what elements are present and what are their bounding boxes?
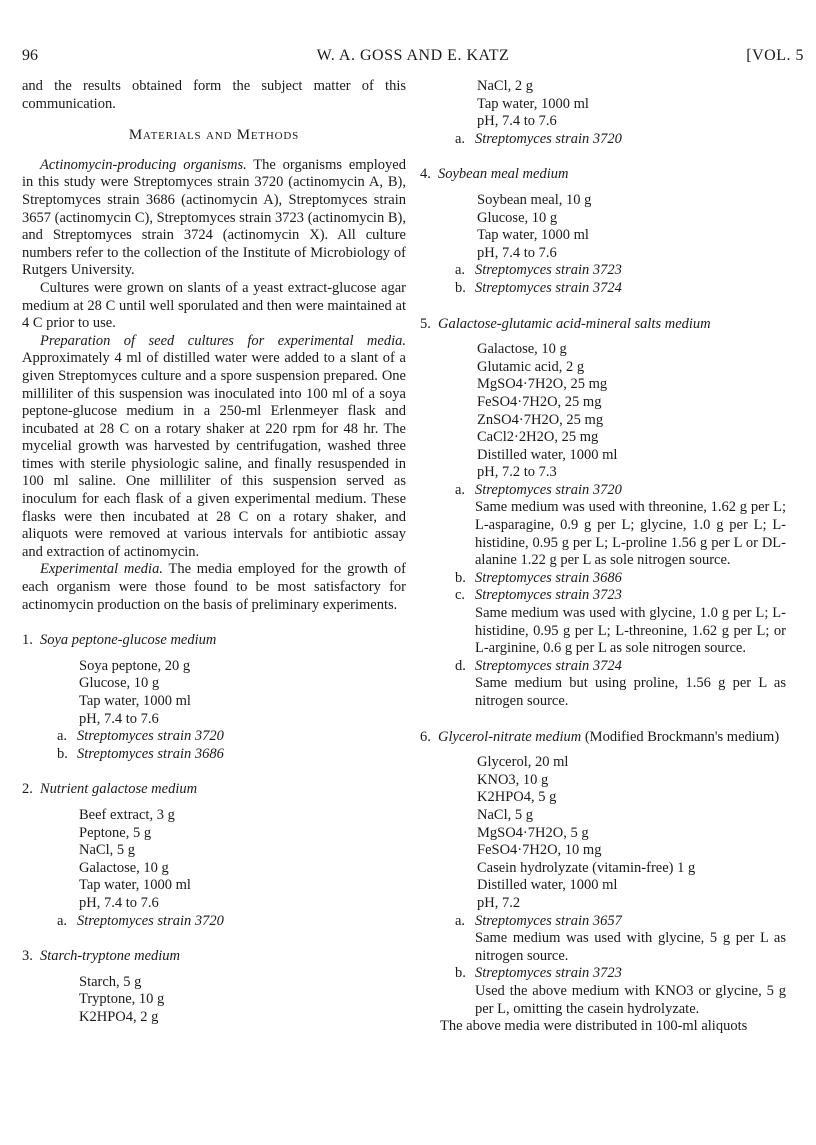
ingredient: Tap water, 1000 ml: [477, 227, 589, 244]
medium-3-ingredients-cont: [477, 78, 786, 131]
medium-6-strain-b: b. Streptomyces strain 3723: [455, 965, 622, 982]
ingredient: Soya peptone, 20 g: [79, 657, 191, 674]
medium-title: Glycerol-nitrate medium: [438, 728, 582, 745]
medium-4-strain-a: a. Streptomyces strain 3723: [455, 262, 622, 279]
ingredient: Distilled water, 1000 ml: [477, 877, 618, 894]
paragraph-lead: Preparation of seed cultures for experimental media.: [40, 332, 406, 349]
medium-5-strain-d-note: Same medium but using proline, 1.56 g per L as nitrogen source.: [475, 675, 786, 709]
left-column: [22, 78, 406, 1027]
medium-3-heading: [22, 948, 406, 966]
running-head-authors: W. A. GOSS AND E. KATZ: [316, 47, 510, 64]
medium-6-strain-b-note: Used the above medium with KNO3 or glycine, 5 g per L, omitting the casein hydrolyzate.: [475, 982, 786, 1017]
ingredient: FeSO4·7H2O, 25 mg: [477, 393, 602, 410]
ingredient: Peptone, 5 g: [79, 824, 152, 841]
medium-5-strain-a: a. Streptomyces strain 3720: [455, 481, 622, 498]
medium-number: 3.: [22, 948, 33, 965]
paragraph-body: The media employed for the growth of each organism were those found to be most satisfactory for actinomycin production on the basis of preliminary experiments.: [22, 561, 406, 613]
medium-title-suffix: (Modified Brockmann's medium): [581, 728, 780, 745]
medium-5-strain-d: d. Streptomyces strain 3724: [455, 657, 622, 674]
ingredient: NaCl, 5 g: [477, 806, 533, 823]
ingredient: Distilled water, 1000 ml: [477, 446, 618, 463]
paragraph-seed-cultures: [22, 333, 406, 562]
ingredient: Glucose, 10 g: [79, 675, 160, 692]
medium-number: 5.: [420, 315, 431, 332]
medium-1-strain-a: a. Streptomyces strain 3720: [57, 728, 224, 745]
medium-6-strain-a-note: Same medium was used with glycine, 5 g per L as nitrogen source.: [475, 930, 786, 964]
ingredient: MgSO4·7H2O, 25 mg: [477, 376, 608, 393]
ingredient: pH, 7.2 to 7.3: [477, 464, 557, 481]
medium-5-heading: [420, 316, 786, 334]
medium-number: 4.: [420, 166, 431, 183]
medium-5-strain-c-note: Same medium was used with glycine, 1.0 g per L; L-histidine, 0.95 g per L; L-threonine, 1.62 g per L; or L-arginine, 0.6 g per L as sole nitrogen source.: [475, 605, 786, 657]
ingredient: pH, 7.4 to 7.6: [79, 894, 159, 911]
ingredient: Galactose, 10 g: [79, 859, 169, 876]
medium-number: 1.: [22, 632, 33, 649]
medium-6-ingredients: [477, 754, 786, 912]
paragraph-experimental-media: [22, 561, 406, 614]
ingredient: NaCl, 2 g: [477, 78, 533, 94]
paragraph-cultures: Cultures were grown on slants of a yeast extract-glucose agar medium at 28 C until well sporulated and then were maintained at 4 C prior to use.: [22, 279, 406, 332]
ingredient: Glycerol, 20 ml: [477, 754, 569, 771]
medium-number: 6.: [420, 728, 431, 745]
medium-4-heading: [420, 166, 786, 184]
medium-3-strain-a: a. Streptomyces strain 3720: [455, 130, 622, 147]
ingredient: KNO3, 10 g: [477, 771, 549, 788]
ingredient: CaCl2·2H2O, 25 mg: [477, 429, 599, 446]
ingredient: ZnSO4·7H2O, 25 mg: [477, 411, 604, 428]
medium-title: Soya peptone-glucose medium: [40, 632, 217, 649]
ingredient: Starch, 5 g: [79, 973, 142, 990]
ingredient: Tap water, 1000 ml: [477, 95, 589, 112]
medium-4-strain-b: b. Streptomyces strain 3724: [455, 279, 622, 296]
medium-number: 2.: [22, 781, 33, 798]
medium-title: Starch-tryptone medium: [40, 948, 181, 965]
ingredient: K2HPO4, 5 g: [477, 789, 557, 806]
section-heading: Materials and Methods: [128, 127, 300, 144]
paragraph-body: The organisms employed in this study were Streptomyces strain 3720 (actinomycin A, B), Streptomyces strain 3686 (actinomycin A), Streptomyces strain 3657 (actinomycin C), Streptomyces strain 3723 (actinomycin B), and Streptomyces strain 3724 (actinomycin X). All culture numbers refer to the collection of the Institute of Microbiology of Rutgers University.: [22, 156, 406, 279]
ingredient: MgSO4·7H2O, 5 g: [477, 824, 589, 841]
ingredient: Soybean meal, 10 g: [477, 191, 592, 208]
ingredient: Tryptone, 10 g: [79, 991, 165, 1008]
medium-5-ingredients: [477, 341, 786, 482]
medium-1-heading: [22, 632, 406, 650]
medium-4-ingredients: [477, 192, 786, 262]
medium-6-strain-a: a. Streptomyces strain 3657: [455, 912, 622, 929]
ingredient: NaCl, 5 g: [79, 842, 135, 859]
ingredient: Casein hydrolyzate (vitamin-free) 1 g: [477, 859, 696, 876]
medium-title: Nutrient galactose medium: [40, 781, 198, 798]
intro-tail: and the results obtained form the subject matter of this communication.: [22, 78, 406, 112]
medium-5-strain-a-note: Same medium was used with threonine, 1.62 g per L; L-asparagine, 0.9 g per L; glycine, 1.0 g per L; L-histidine, 0.95 g per L; L-proline 1.56 g per L or DL-alanine 1.22 g per L as sole nitrogen source.: [475, 499, 786, 569]
paragraph-lead: Experimental media.: [40, 561, 163, 578]
right-column: [420, 78, 786, 1036]
medium-5-strain-c: c. Streptomyces strain 3723: [455, 587, 622, 604]
ingredient: FeSO4·7H2O, 10 mg: [477, 842, 602, 859]
running-header: [22, 47, 804, 71]
ingredient: pH, 7.4 to 7.6: [477, 113, 557, 130]
ingredient: Tap water, 1000 ml: [79, 877, 191, 894]
ingredient: pH, 7.4 to 7.6: [79, 710, 159, 727]
medium-3-ingredients: [79, 974, 406, 1027]
ingredient: K2HPO4, 2 g: [79, 1008, 159, 1025]
ingredient: pH, 7.2: [477, 894, 521, 911]
closing-line: The above media were distributed in 100-ml aliquots: [440, 1018, 748, 1035]
medium-1-ingredients: [79, 658, 406, 728]
medium-title: Soybean meal medium: [438, 166, 569, 183]
paragraph-body: Approximately 4 ml of distilled water were added to a slant of a given Streptomyces culture and a spore suspension prepared. One milliliter of this suspension was inoculated into 100 ml of a soya peptone-glucose medium in a 250-ml Erlenmeyer flask and incubated at 28 C on a rotary shaker at 220 rpm for 48 hr. The mycelial growth was harvested by centrifugation, washed three times with sterile physiologic saline, and finally resuspended in 100 ml saline. One milliliter of this suspension served as inoculum for each flask of a given experimental medium. These flasks were then incubated at 28 C on a rotary shaker, and aliquots were removed at various intervals for antibiotic assay and extraction of actinomycin.: [22, 350, 406, 560]
ingredient: Tap water, 1000 ml: [79, 693, 191, 709]
ingredient: pH, 7.4 to 7.6: [477, 244, 557, 261]
medium-1-strain-b: b. Streptomyces strain 3686: [57, 745, 224, 762]
medium-5-strain-b: b. Streptomyces strain 3686: [455, 569, 622, 586]
ingredient: Glucose, 10 g: [477, 209, 558, 226]
page-number: 96: [22, 47, 38, 64]
medium-2-ingredients: [79, 807, 406, 913]
ingredient: Beef extract, 3 g: [79, 806, 175, 823]
volume-label: [VOL. 5: [746, 47, 804, 64]
medium-2-heading: [22, 781, 406, 799]
paragraph-lead: Actinomycin-producing organisms.: [40, 156, 247, 173]
paragraph-organisms: [22, 157, 406, 280]
medium-title: Galactose-glutamic acid-mineral salts medium: [438, 315, 711, 332]
medium-2-strain-a: a. Streptomyces strain 3720: [57, 912, 224, 929]
ingredient: Glutamic acid, 2 g: [477, 358, 585, 375]
medium-6-heading: [420, 729, 786, 747]
ingredient: Galactose, 10 g: [477, 341, 567, 358]
